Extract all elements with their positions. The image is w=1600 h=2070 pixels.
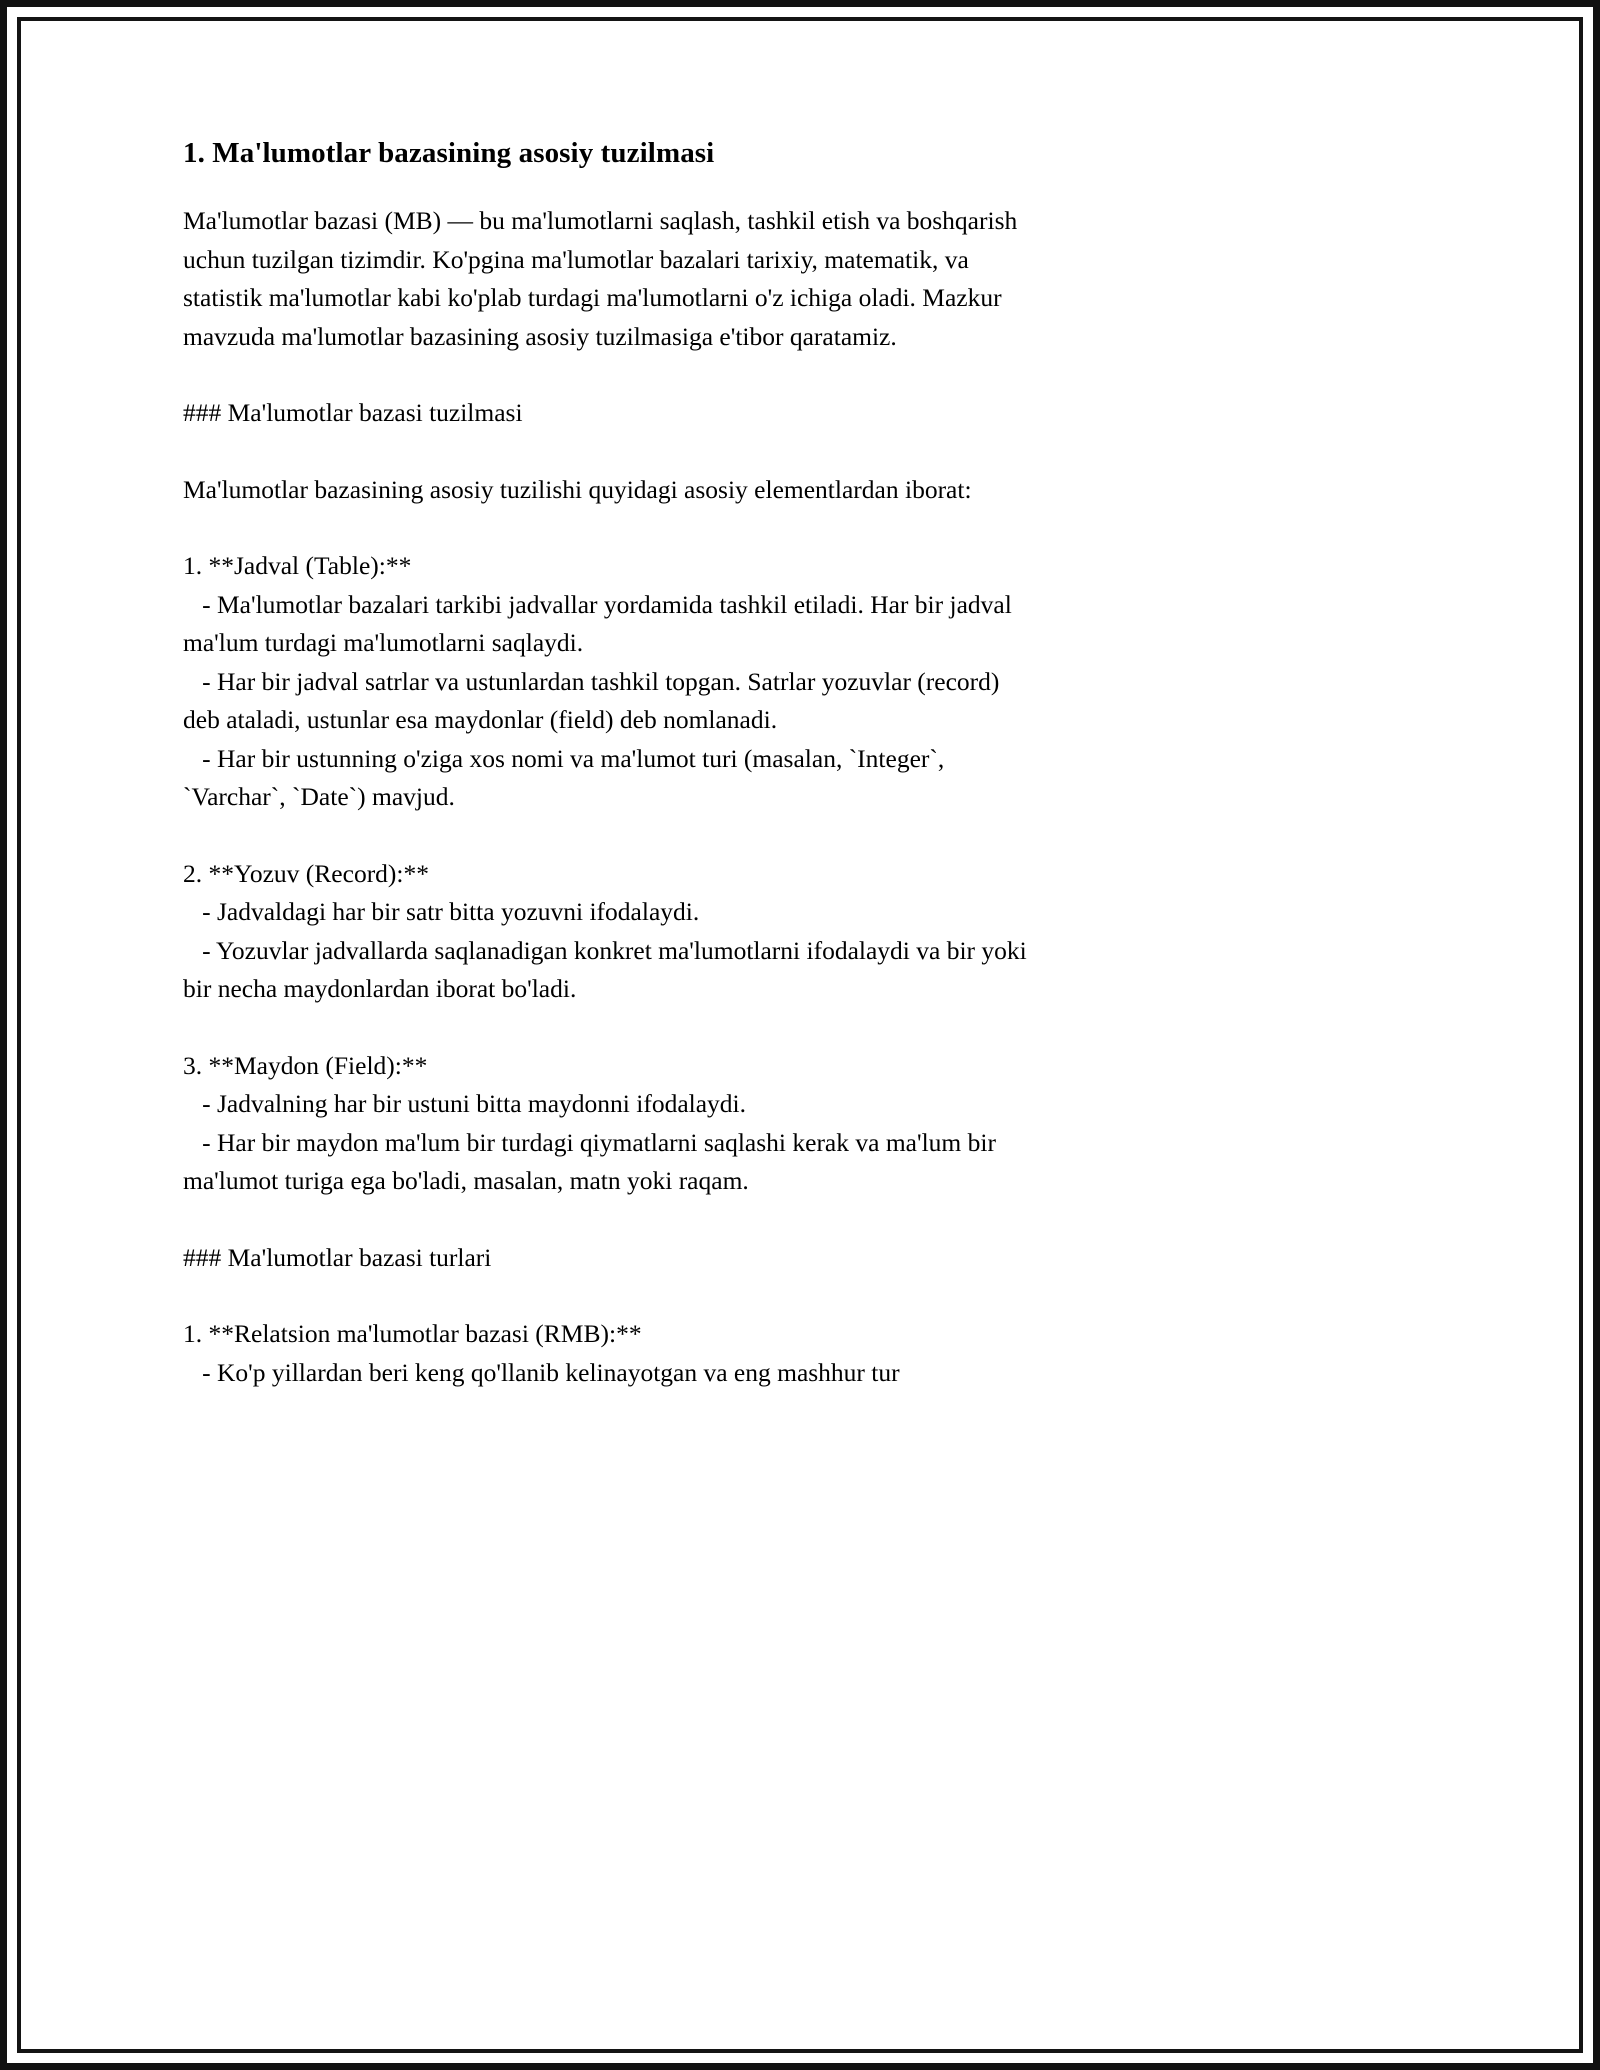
list-item-yozuv-bullet-1: - Jadvaldagi har bir satr bitta yozuvni ifodalaydi. (183, 897, 700, 927)
list-item-jadval-bullet-2: - Har bir jadval satrlar va ustunlardan tashkil topgan. Satrlar yozuvlar (record) deb ataladi, ustunlar esa maydonlar (field) deb nomlanadi. (183, 666, 1006, 735)
list-item-maydon-bullet-1: - Jadvalning har bir ustuni bitta maydonni ifodalaydi. (183, 1089, 747, 1119)
list-item-jadval-bullet-1: - Ma'lumotlar bazalari tarkibi jadvallar yordamida tashkil etiladi. Har bir jadval ma'lum turdagi ma'lumotlarni saqlaydi. (183, 589, 1019, 658)
list-item-yozuv-title: 2. **Yozuv (Record):** (183, 858, 430, 888)
list-item-yozuv-bullet-2: - Yozuvlar jadvallarda saqlanadigan konkret ma'lumotlarni ifodalaydi va bir yoki bir necha maydonlardan iborat bo'ladi. (183, 935, 1034, 1004)
document-page (21, 21, 1579, 2049)
heading-types: ### Ma'lumotlar bazasi turlari (183, 1242, 492, 1272)
paragraph-spacer (183, 433, 1035, 471)
structure-lead-paragraph: Ma'lumotlar bazasining asosiy tuzilishi quyidagi asosiy elementlardan iborat: (183, 474, 972, 504)
paragraph-spacer (183, 1201, 1035, 1239)
list-item-maydon-title: 3. **Maydon (Field):** (183, 1050, 428, 1080)
paragraph-spacer (183, 1277, 1035, 1315)
heading-structure: ### Ma'lumotlar bazasi tuzilmasi (183, 398, 523, 428)
list-item-jadval-title: 1. **Jadval (Table):** (183, 551, 412, 581)
paragraph-spacer (183, 1009, 1035, 1047)
paragraph-spacer (183, 817, 1035, 855)
intro-paragraph: Ma'lumotlar bazasi (MB) — bu ma'lumotlarni saqlash, tashkil etish va boshqarish uchun tuzilgan tizimdir. Ko'pgina ma'lumotlar bazalari tarixiy, matematik, va statistik ma'lumotlar kabi ko'plab turdagi ma'lumotlarni o'z ichiga oladi. Mazkur mavzuda ma'lumotlar bazasining asosiy tuzilmasiga e'tibor qaratamiz. (183, 206, 1024, 351)
list-item-rmb-title: 1. **Relatsion ma'lumotlar bazasi (RMB):** (183, 1319, 642, 1349)
list-item-jadval-bullet-3: - Har bir ustunning o'ziga xos nomi va ma'lumot turi (masalan, `Integer`, `Varchar`, `Date`) mavjud. (183, 743, 951, 812)
list-item-rmb-bullet-1: - Ko'p yillardan beri keng qo'llanib kelinayotgan va eng mashhur tur (183, 1357, 900, 1387)
document-text-column (183, 135, 1035, 1392)
paragraph-spacer (183, 356, 1035, 394)
paragraph-spacer (183, 509, 1035, 547)
list-item-maydon-bullet-2: - Har bir maydon ma'lum bir turdagi qiymatlarni saqlashi kerak va ma'lum bir ma'lumot turiga ega bo'ladi, masalan, matn yoki raqam. (183, 1127, 1003, 1196)
page-title: 1. Ma'lumotlar bazasining asosiy tuzilmasi (183, 137, 715, 169)
